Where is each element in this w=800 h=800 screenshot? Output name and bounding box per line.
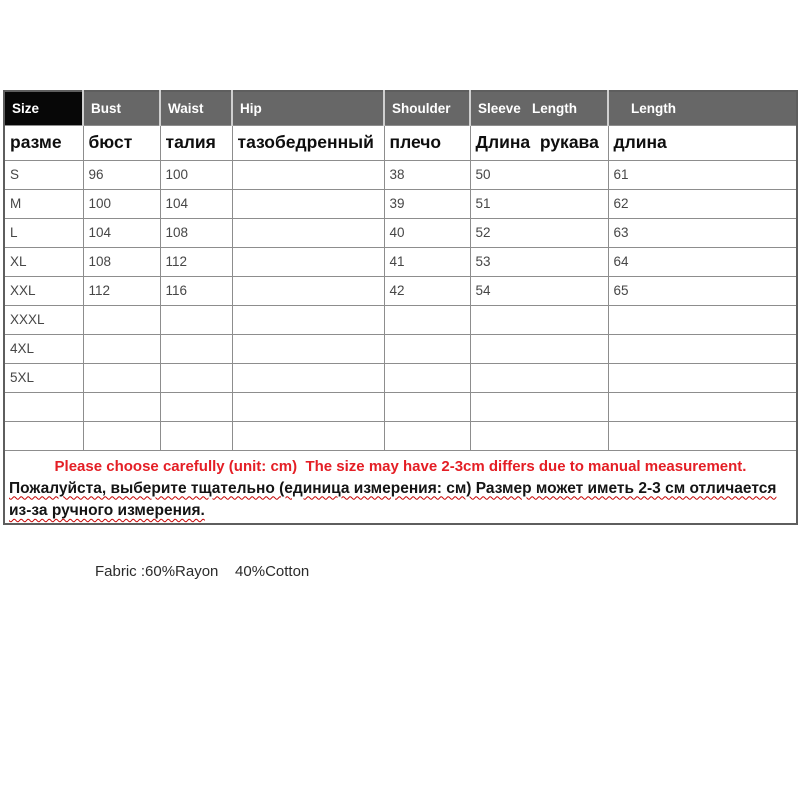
table-cell: XL — [4, 247, 83, 276]
table-cell — [4, 392, 83, 421]
table-cell: M — [4, 189, 83, 218]
table-cell: 42 — [384, 276, 470, 305]
table-cell: 104 — [160, 189, 232, 218]
table-cell: XXL — [4, 276, 83, 305]
ru-header-sleeve-length: Длина рукава — [470, 125, 608, 160]
table-cell — [232, 247, 384, 276]
table-cell — [470, 334, 608, 363]
table-cell: 38 — [384, 160, 470, 189]
table-cell — [83, 363, 160, 392]
table-cell: 104 — [83, 218, 160, 247]
table-cell: 41 — [384, 247, 470, 276]
table-cell — [232, 305, 384, 334]
table-cell: 96 — [83, 160, 160, 189]
table-cell — [470, 392, 608, 421]
table-cell: 100 — [160, 160, 232, 189]
table-cell — [232, 363, 384, 392]
table-cell — [160, 421, 232, 450]
table-cell: 51 — [470, 189, 608, 218]
header-waist: Waist — [160, 91, 232, 125]
table-cell: 39 — [384, 189, 470, 218]
table-cell: 112 — [160, 247, 232, 276]
header-hip: Hip — [232, 91, 384, 125]
table-cell — [608, 421, 797, 450]
ru-header-hip: тазобедренный — [232, 125, 384, 160]
table-body — [4, 160, 797, 450]
table-row — [4, 276, 797, 305]
table-cell: S — [4, 160, 83, 189]
table-cell: 64 — [608, 247, 797, 276]
table-cell — [232, 276, 384, 305]
table-cell: 100 — [83, 189, 160, 218]
notice-row — [4, 450, 797, 524]
table-header-row-en — [4, 91, 797, 125]
table-cell — [608, 305, 797, 334]
table-cell — [384, 421, 470, 450]
table-cell: 61 — [608, 160, 797, 189]
table-row — [4, 421, 797, 450]
notice-text-en: Please choose carefully (unit: cm) The size may have 2-3cm differs due to manual measurement. — [54, 457, 747, 475]
header-size: Size — [4, 91, 83, 125]
table-row — [4, 247, 797, 276]
table-row — [4, 363, 797, 392]
table-cell: 116 — [160, 276, 232, 305]
header-bust: Bust — [83, 91, 160, 125]
table-cell — [83, 305, 160, 334]
table-cell: 53 — [470, 247, 608, 276]
table-cell — [83, 421, 160, 450]
table-cell — [232, 421, 384, 450]
table-cell — [4, 421, 83, 450]
table-cell — [384, 363, 470, 392]
table-cell — [470, 363, 608, 392]
table-cell: 108 — [160, 218, 232, 247]
ru-header-length: длина — [608, 125, 797, 160]
table-row — [4, 305, 797, 334]
table-cell — [470, 305, 608, 334]
table-cell — [160, 392, 232, 421]
table-cell — [83, 392, 160, 421]
table-cell: 63 — [608, 218, 797, 247]
notice-box — [4, 450, 797, 524]
table-cell: 54 — [470, 276, 608, 305]
table-cell: XXXL — [4, 305, 83, 334]
table-row — [4, 160, 797, 189]
table-cell — [160, 305, 232, 334]
table-cell — [232, 218, 384, 247]
table-row — [4, 392, 797, 421]
table-row — [4, 218, 797, 247]
table-cell — [160, 334, 232, 363]
header-length: Length — [608, 91, 797, 125]
table-cell — [608, 392, 797, 421]
table-cell — [384, 305, 470, 334]
header-shoulder: Shoulder — [384, 91, 470, 125]
table-cell: 4XL — [4, 334, 83, 363]
table-row — [4, 189, 797, 218]
table-cell: L — [4, 218, 83, 247]
table-cell — [232, 160, 384, 189]
table-cell: 52 — [470, 218, 608, 247]
table-cell — [384, 392, 470, 421]
table-cell: 62 — [608, 189, 797, 218]
ru-header-bust: бюст — [83, 125, 160, 160]
fabric-info: Fabric :60%Rayon 40%Cotton — [95, 563, 310, 580]
table-cell — [608, 334, 797, 363]
ru-header-size: разме — [4, 125, 83, 160]
table-cell — [608, 363, 797, 392]
ru-header-shoulder: плечо — [384, 125, 470, 160]
table-cell — [470, 421, 608, 450]
ru-header-waist: талия — [160, 125, 232, 160]
table-row — [4, 334, 797, 363]
table-header-row-ru — [4, 125, 797, 160]
table-cell — [160, 363, 232, 392]
table-cell: 108 — [83, 247, 160, 276]
size-table — [3, 90, 798, 525]
header-sleeve-length: Sleeve Length — [470, 91, 608, 125]
notice-text-ru: Пожалуйста, выберите тщательно (единица измерения: см) Размер может иметь 2-3 см отличается из-за ручного измерения. — [9, 479, 777, 519]
table-cell: 112 — [83, 276, 160, 305]
table-cell: 50 — [470, 160, 608, 189]
table-cell: 5XL — [4, 363, 83, 392]
table-cell — [232, 392, 384, 421]
table-cell — [232, 189, 384, 218]
table-cell — [384, 334, 470, 363]
table-cell — [83, 334, 160, 363]
table-cell: 40 — [384, 218, 470, 247]
table-cell: 65 — [608, 276, 797, 305]
table-cell — [232, 334, 384, 363]
